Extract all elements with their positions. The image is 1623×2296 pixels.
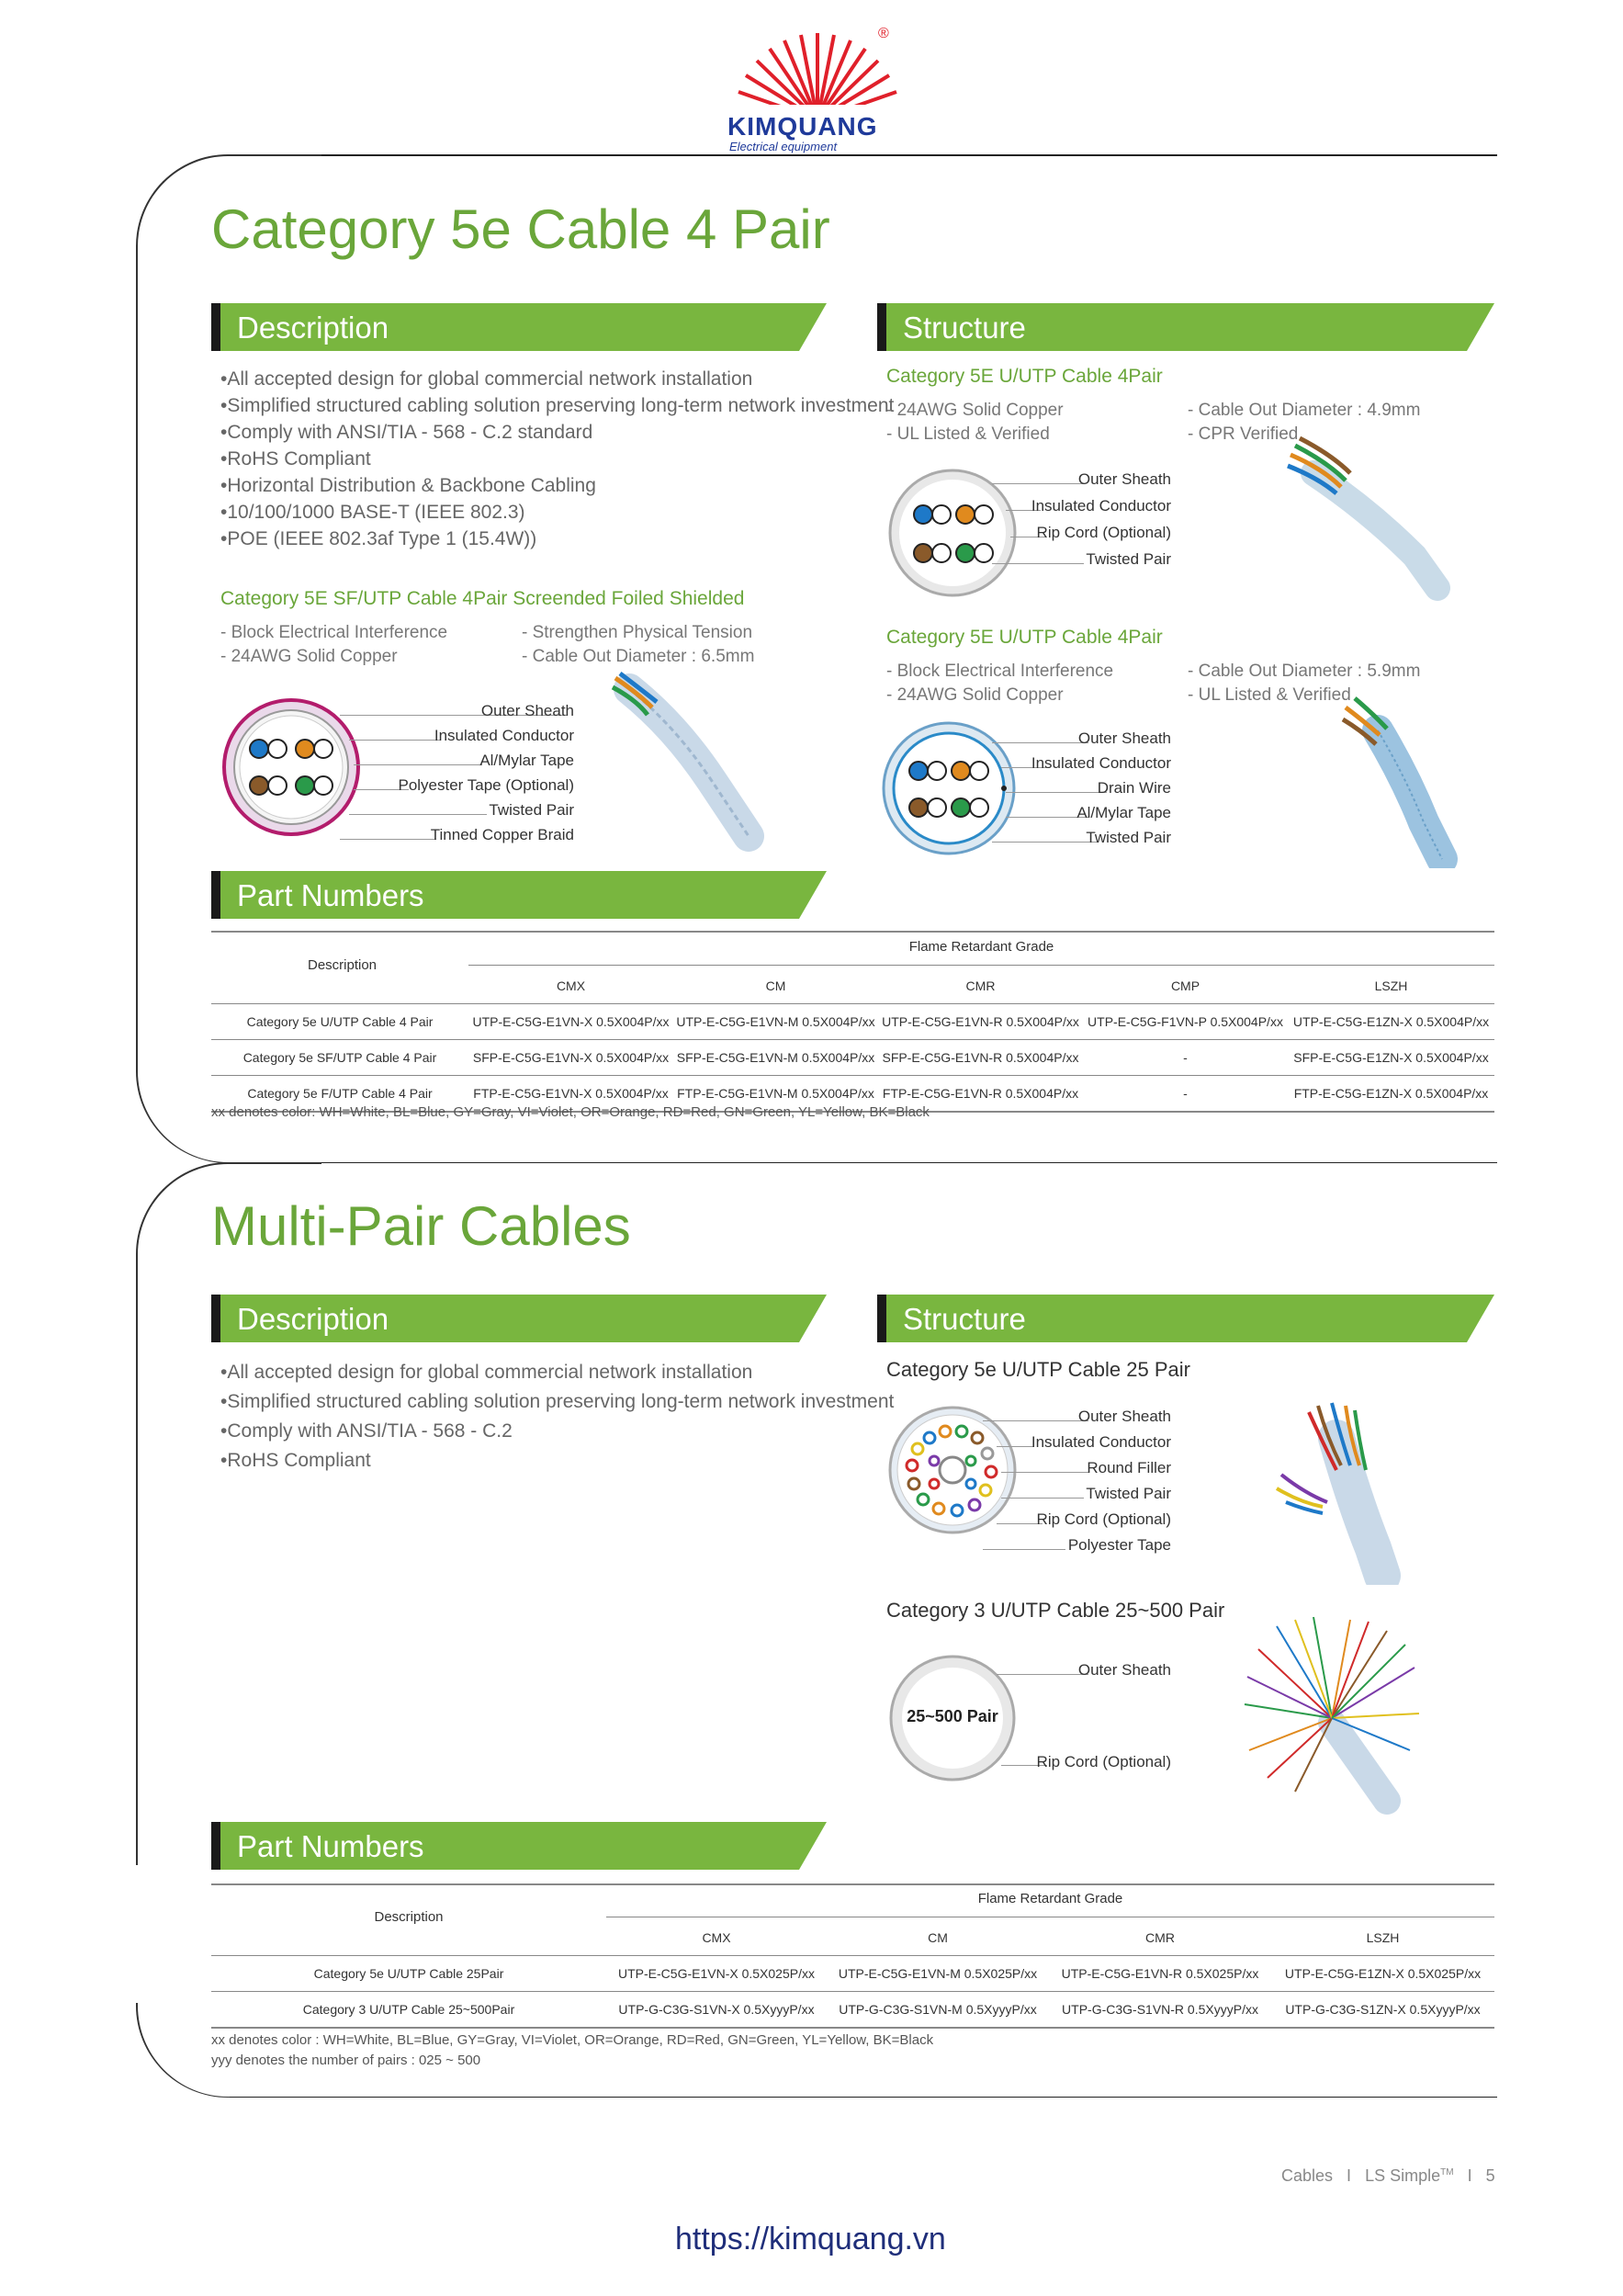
column-header: LSZH [1366, 1930, 1400, 1945]
cat3-callouts: Outer Sheath Rip Cord (Optional) [1036, 1661, 1171, 1770]
sftp-cable-photo-icon [611, 671, 776, 854]
column-header: CMX [702, 1930, 731, 1945]
section1-description-heading: Description [237, 311, 389, 345]
table1-group-header: Flame Retardant Grade [908, 939, 1054, 955]
table-row: Category 3 U/UTP Cable 25~500Pair UTP-G-C3G-S1VN-X 0.5XyyyP/xx UTP-G-C3G-S1VN-M 0.5XyyyP/xx UTP-G-C3G-S1VN-R 0.5XyyyP/xx UTP-G-C3G-S1ZN-X 0.5XyyyP/xx [211, 1992, 1494, 2029]
table-header-row [211, 968, 1494, 1004]
website-url[interactable]: https://kimquang.vn [675, 2222, 946, 2256]
utp1-specs-right: - Cable Out Diameter : 4.9mm - CPR Verified [1188, 401, 1421, 444]
table1-note: xx denotes color: WH=White, BL=Blue, GY=Gray, VI=Violet, OR=Orange, RD=Red, GN=Green, YL=Yellow, BK=Black [211, 1104, 930, 1120]
section1-structure-heading: Structure [903, 311, 1026, 345]
bullet-item: • Simplified structured cabling solution preserving long-term network investment [220, 392, 894, 419]
section1-title: Category 5e Cable 4 Pair [211, 198, 830, 260]
utp1-title: Category 5E U/UTP Cable 4Pair [886, 366, 1163, 387]
table-row: Category 5e U/UTP Cable 4 Pair UTP-E-C5G-E1VN-X 0.5X004P/xx UTP-E-C5G-E1VN-M 0.5X004P/xx UTP-E-C5G-E1VN-R 0.5X004P/xx UTP-E-C5G-F1VN-P 0.5X004P/xx UTP-E-C5G-E1ZN-X 0.5X004P/xx [211, 1004, 1494, 1040]
section1-bullets [220, 366, 894, 552]
frame-divider-line [230, 1162, 1497, 1163]
column-header: CMP [1170, 978, 1200, 993]
registered-mark: ® [878, 26, 889, 41]
part-numbers-table-1 [211, 968, 1494, 1113]
cat5e25-callouts: Outer Sheath Insulated Conductor Round Filler Twisted Pair Rip Cord (Optional) Polyester Tape [1031, 1408, 1171, 1554]
bullet-item: • RoHS Compliant [220, 446, 894, 472]
section2-structure-band [877, 1295, 1494, 1342]
frame-top-line [230, 154, 1497, 156]
table2-desc-header: Description [374, 1909, 444, 1925]
column-header: CM [928, 1930, 948, 1945]
frame-bottom-line [230, 2097, 1497, 2098]
brand-name: KIMQUANG [727, 112, 878, 141]
section2-bullets [220, 1358, 894, 1476]
utp2-callouts: Outer Sheath Insulated Conductor Drain Wire Al/Mylar Tape Twisted Pair [1031, 730, 1171, 846]
footer-tm: TM [1440, 2167, 1454, 2177]
page-number: 5 [1485, 2166, 1495, 2185]
bullet-item: • All accepted design for global commercial network installation [220, 1358, 894, 1387]
section2-description-heading: Description [237, 1302, 389, 1336]
brand-tagline: Electrical equipment [729, 140, 838, 153]
bullet-item: • Horizontal Distribution & Backbone Cabling [220, 472, 894, 499]
bullet-item: • POE (IEEE 802.3af Type 1 (15.4W)) [220, 526, 894, 552]
frame-left-line-1 [136, 255, 138, 1064]
section1-description-band [211, 303, 827, 351]
sftp-title: Category 5E SF/UTP Cable 4Pair Screended Foiled Shielded [220, 588, 745, 609]
utp1-cable-photo-icon [1286, 436, 1451, 602]
table1-top-rule [211, 931, 1494, 933]
bullet-item: • Comply with ANSI/TIA - 568 - C.2 standard [220, 419, 894, 446]
table-row: Category 5e U/UTP Cable 25Pair UTP-E-C5G-E1VN-X 0.5X025P/xx UTP-E-C5G-E1VN-M 0.5X025P/xx UTP-E-C5G-E1VN-R 0.5X025P/xx UTP-E-C5G-E1ZN-X 0.5X025P/xx [211, 1956, 1494, 1992]
cat5e25-cable-photo-icon [1263, 1401, 1428, 1585]
sftp-specs-right: - Strengthen Physical Tension - Cable Out Diameter : 6.5mm [522, 623, 755, 666]
table2-notes: xx denotes color : WH=White, BL=Blue, GY=Gray, VI=Violet, OR=Orange, RD=Red, GN=Green, YL=Yellow, BK=Black yyy denotes the number of pairs : 025 ~ 500 [211, 2032, 934, 2068]
footer-cables: Cables [1281, 2166, 1334, 2185]
bullet-item: • RoHS Compliant [220, 1446, 894, 1476]
section2-structure-heading: Structure [903, 1302, 1026, 1336]
section2-part-numbers-heading: Part Numbers [237, 1829, 424, 1863]
section2-part-numbers-band [211, 1822, 827, 1870]
utp2-specs-right: - Cable Out Diameter : 5.9mm - UL Listed & Verified [1188, 662, 1421, 705]
cat3-title: Category 3 U/UTP Cable 25~500 Pair [886, 1599, 1225, 1622]
utp2-cable-photo-icon [1341, 694, 1470, 868]
cat5e25-title: Category 5e U/UTP Cable 25 Pair [886, 1358, 1190, 1381]
bullet-item: • Simplified structured cabling solution preserving long-term network investment [220, 1387, 894, 1417]
utp2-title: Category 5E U/UTP Cable 4Pair [886, 627, 1163, 648]
sftp-specs-left: - Block Electrical Interference - 24AWG Solid Copper [220, 623, 448, 666]
sftp-callouts: Outer Sheath Insulated Conductor Al/Mylar Tape Polyester Tape (Optional) Twisted Pair Tinned Copper Braid [398, 702, 574, 843]
section2-description-band [211, 1295, 827, 1342]
table1-group-rule [468, 965, 1494, 966]
table2-top-rule [211, 1883, 1494, 1885]
column-header: CMR [965, 978, 996, 993]
table1-desc-header: Description [307, 957, 378, 973]
table-row: Category 5e F/UTP Cable 4 Pair FTP-E-C5G-E1VN-X 0.5X004P/xx FTP-E-C5G-E1VN-M 0.5X004P/xx FTP-E-C5G-E1VN-R 0.5X004P/xx - FTP-E-C5G-E1ZN-X 0.5X004P/xx [211, 1076, 1494, 1113]
cat3-cable-photo-icon [1240, 1612, 1424, 1815]
utp1-callouts: Outer Sheath Insulated Conductor Rip Cord (Optional) Twisted Pair [1031, 470, 1171, 568]
bullet-item: • All accepted design for global commercial network installation [220, 366, 894, 392]
frame-left-line-2 [136, 1259, 138, 1865]
column-header: LSZH [1374, 978, 1408, 993]
footer-series: LS Simple [1365, 2166, 1441, 2185]
page-footer [1281, 2166, 1495, 2186]
footer-sep: I [1347, 2166, 1352, 2185]
cat3-center-label: 25~500 Pair [907, 1707, 998, 1725]
section2-title: Multi-Pair Cables [211, 1195, 631, 1257]
section1-structure-band [877, 303, 1494, 351]
sftp-cross-section-icon [222, 698, 360, 836]
utp2-specs-left: - Block Electrical Interference - 24AWG Solid Copper [886, 662, 1114, 705]
column-header: CMR [1145, 1930, 1175, 1945]
brand-logo [726, 28, 909, 156]
footer-sep-2: I [1467, 2166, 1472, 2185]
column-header: CMX [556, 978, 586, 993]
table-header-row [211, 1920, 1494, 1956]
table-row: Category 5e SF/UTP Cable 4 Pair SFP-E-C5G-E1VN-X 0.5X004P/xx SFP-E-C5G-E1VN-M 0.5X004P/xx SFP-E-C5G-E1VN-R 0.5X004P/xx - SFP-E-C5G-E1ZN-X 0.5X004P/xx [211, 1040, 1494, 1076]
table2-group-header: Flame Retardant Grade [977, 1891, 1123, 1906]
column-header: CM [765, 978, 786, 993]
section1-part-numbers-heading: Part Numbers [237, 878, 424, 912]
bullet-item: • 10/100/1000 BASE-T (IEEE 802.3) [220, 499, 894, 526]
bullet-item: • Comply with ANSI/TIA - 568 - C.2 [220, 1417, 894, 1446]
part-numbers-table-2 [211, 1920, 1494, 2029]
section1-part-numbers-band [211, 871, 827, 919]
utp1-specs-left: - 24AWG Solid Copper - UL Listed & Verified [886, 401, 1064, 444]
